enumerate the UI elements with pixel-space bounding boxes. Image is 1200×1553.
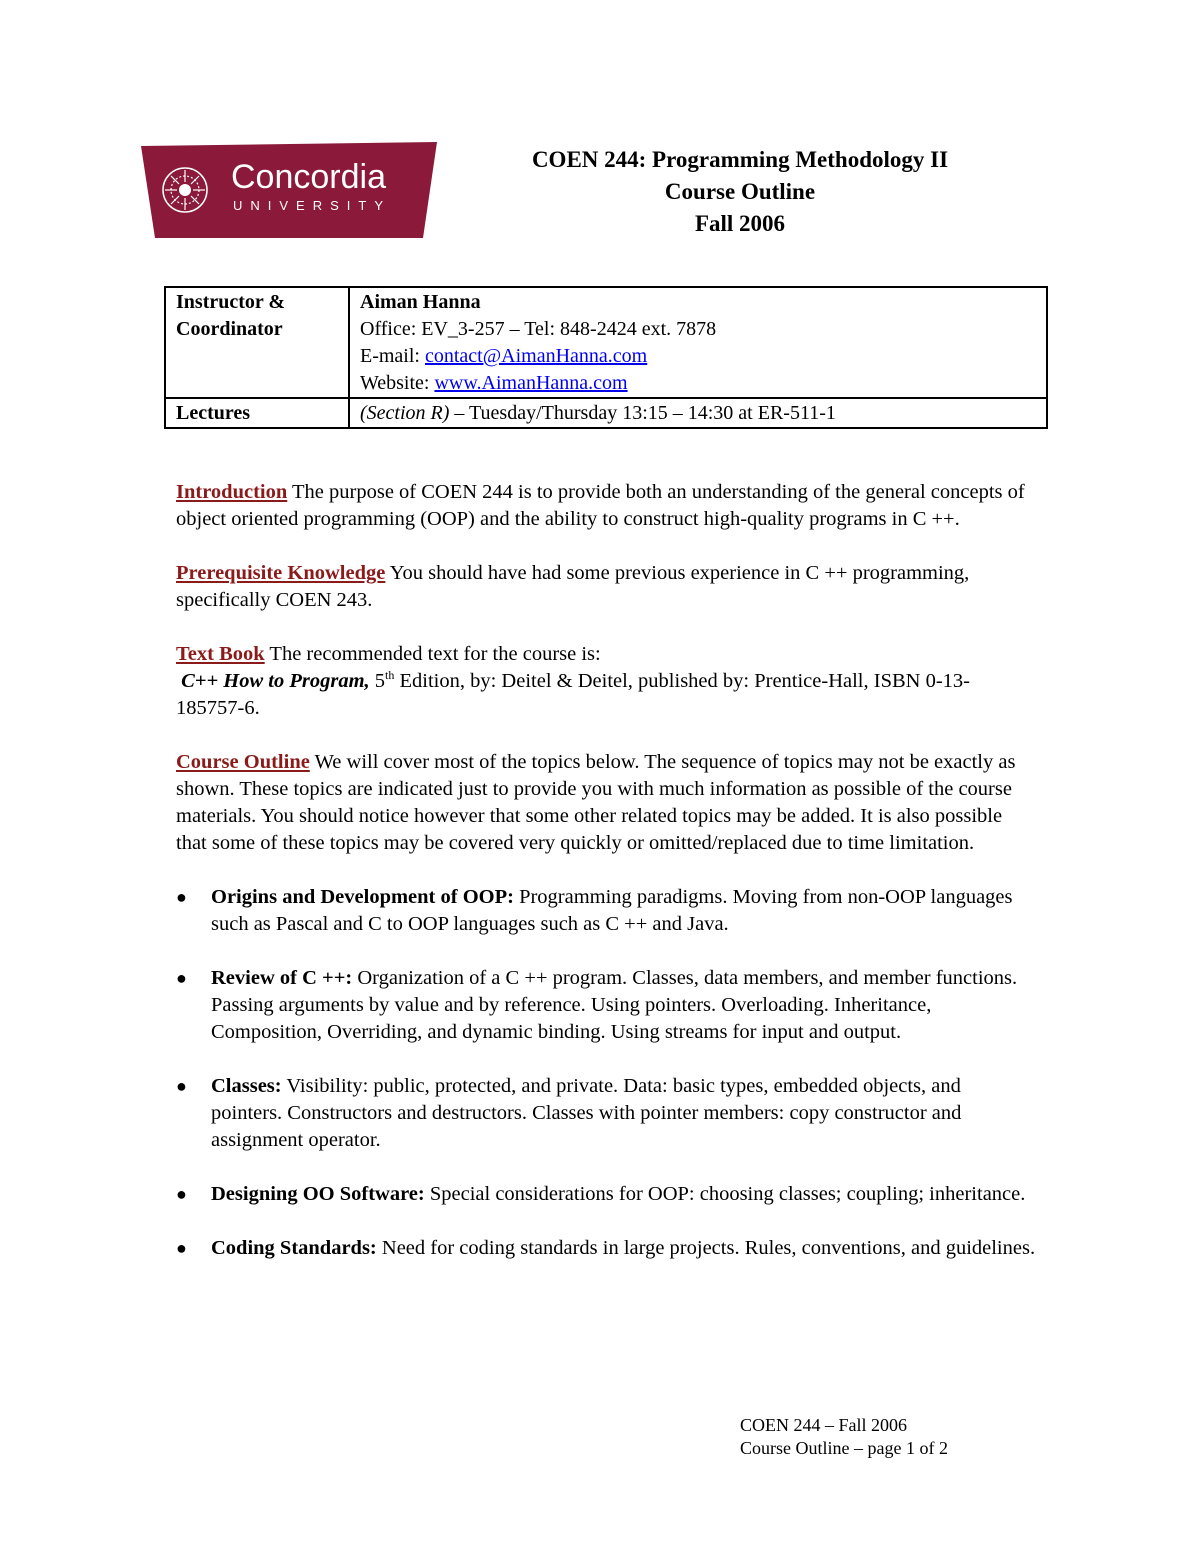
list-item <box>176 884 1036 938</box>
introduction-heading: Introduction <box>176 481 288 503</box>
topic-text: Organization of a C ++ program. Classes, data members, and member functions. Passing arguments by value and by reference. Using pointers. Overloading. Inheritance, Composition, Overriding, and dynamic binding. Using streams for input and output. <box>211 967 1018 1043</box>
introduction-paragraph <box>176 479 1036 533</box>
instructor-name: Aiman Hanna <box>360 291 481 313</box>
outline-text: We will cover most of the topics below. The sequence of topics may not be exactly as shown. These topics are indicated just to provide you with much information as possible of the course materials. You should notice however that some other related topics may be added. It is also possible that some of these topics may be covered very quickly or omitted/replaced due to time limitation. <box>176 751 1016 854</box>
instructor-label-1: Instructor & <box>176 291 286 313</box>
instructor-label-cell <box>165 287 349 398</box>
course-subtitle: Course Outline <box>664 179 816 204</box>
topic-title: Review of C ++: <box>211 967 353 989</box>
textbook-heading: Text Book <box>176 643 265 665</box>
topic-text: Visibility: public, protected, and private. Data: basic types, embedded objects, and pointers. Constructors and destructors. Classes with pointer members: copy constructor and assignment operator. <box>211 1075 962 1151</box>
logo-subtitle: UNIVERSITY <box>233 198 392 213</box>
instructor-details-cell <box>349 287 1047 398</box>
topic-title: Designing OO Software: <box>211 1183 425 1205</box>
textbook-paragraph <box>176 641 1036 722</box>
crest-icon <box>163 168 207 212</box>
document-body <box>176 479 1036 1289</box>
email-label: E-mail: <box>360 345 425 367</box>
instructor-label-2: Coordinator <box>176 318 283 340</box>
outline-paragraph <box>176 749 1036 857</box>
topic-title: Origins and Development of OOP: <box>211 886 514 908</box>
instructor-office: Office: EV_3-257 – Tel: 848-2424 ext. 7878 <box>360 318 717 340</box>
textbook-edition-sup: th <box>385 668 395 683</box>
topic-text: Programming paradigms. Moving from non-OOP languages such as Pascal and C to OOP languages such as C ++ and Java. <box>211 886 1013 935</box>
lecture-time: – Tuesday/Thursday 13:15 – 14:30 at ER-511-1 <box>449 402 836 424</box>
instructor-info-table <box>164 286 1048 429</box>
lectures-details <box>349 398 1047 428</box>
lectures-row <box>165 398 1047 428</box>
list-item <box>176 1235 1036 1262</box>
topic-title: Classes: <box>211 1075 282 1097</box>
lectures-label: Lectures <box>165 398 349 428</box>
course-term: Fall 2006 <box>694 211 786 236</box>
bullet-icon: ● <box>176 968 187 988</box>
course-title-block <box>480 144 1000 240</box>
textbook-edition-num: 5 <box>369 670 386 692</box>
website-label: Website: <box>360 372 435 394</box>
bullet-icon: ● <box>176 887 187 907</box>
instructor-website-line <box>360 370 1036 397</box>
lecture-section: (Section R) <box>360 402 450 424</box>
textbook-intro: The recommended text for the course is: <box>264 643 601 665</box>
list-item <box>176 1073 1036 1154</box>
outline-heading: Course Outline <box>176 751 310 773</box>
bullet-icon: ● <box>176 1238 187 1258</box>
course-title: COEN 244: Programming Methodology II <box>531 147 949 172</box>
footer-course: COEN 244 – Fall 2006 <box>740 1415 908 1435</box>
textbook-details: Edition, by: Deitel & Deitel, published by: Prentice-Hall, ISBN 0-13-185757-6. <box>176 670 970 719</box>
page-footer <box>740 1414 948 1460</box>
instructor-email-line <box>360 343 1036 370</box>
website-link[interactable]: www.AimanHanna.com <box>434 372 628 394</box>
list-item <box>176 965 1036 1046</box>
prerequisite-heading: Prerequisite Knowledge <box>176 562 386 584</box>
instructor-row <box>165 287 1047 398</box>
bullet-icon: ● <box>176 1076 187 1096</box>
topic-text: Special considerations for OOP: choosing classes; coupling; inheritance. <box>424 1183 1026 1205</box>
topics-list <box>176 884 1036 1262</box>
concordia-logo <box>141 142 437 238</box>
textbook-title: C++ How to Program, <box>181 670 370 692</box>
topic-title: Coding Standards: <box>211 1237 377 1259</box>
list-item <box>176 1181 1036 1208</box>
introduction-text: The purpose of COEN 244 is to provide both an understanding of the general concepts of object oriented programming (OOP) and the ability to construct high-quality programs in C ++. <box>176 481 1025 530</box>
email-link[interactable]: contact@AimanHanna.com <box>424 345 648 367</box>
topic-text: Need for coding standards in large projects. Rules, conventions, and guidelines. <box>376 1237 1036 1259</box>
prerequisite-paragraph <box>176 560 1036 614</box>
footer-page-number: Course Outline – page 1 of 2 <box>740 1438 948 1458</box>
prerequisite-text: You should have had some previous experience in C ++ programming, specifically COEN 243. <box>176 562 970 611</box>
bullet-icon: ● <box>176 1184 187 1204</box>
logo-wordmark: Concordia <box>231 158 386 196</box>
